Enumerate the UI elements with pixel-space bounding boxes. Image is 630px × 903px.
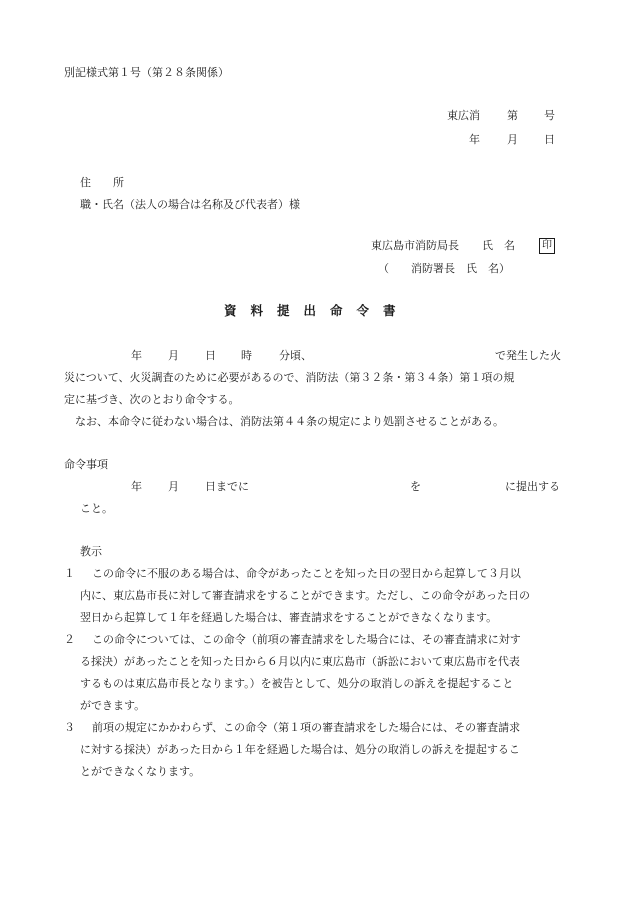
doc-date-day: 日 [544, 133, 555, 146]
recipient-name-label: 職・氏名（法人の場合は名称及び代表者）様 [80, 198, 300, 211]
doc-date-month: 月 [507, 133, 518, 146]
instruction-line: 内に、東広島市長に対して審査請求をすることができます。ただし、この命令があった日の [80, 589, 531, 602]
instruction-num: １ [64, 567, 75, 580]
instruction-heading: 教示 [80, 545, 102, 558]
body-line-3: 定に基づき、次のとおり命令する。 [64, 393, 240, 406]
form-label: 別記様式第１号（第２８条関係） [64, 66, 229, 79]
order-heading: 命令事項 [64, 458, 108, 471]
doc-number-go: 号 [544, 109, 555, 122]
instruction-line: に対する採決）があった日から１年を経過した場合は、処分の取消しの訴えを提起するこ [80, 743, 520, 756]
body-minute: 分頃、 [279, 349, 312, 362]
body-occurred: で発生した火 [495, 349, 561, 362]
order-cont: こと。 [80, 502, 113, 515]
body-line-2: 災について、火災調査のために必要があるので、消防法（第３２条・第３４条）第１項の規 [64, 371, 515, 384]
body-day: 日 [205, 349, 216, 362]
instruction-num: ２ [64, 633, 75, 646]
instruction-line: 翌日から起算して１年を経過した場合は、審査請求をすることができなくなります。 [80, 611, 498, 624]
body-line-4: なお、本命令に従わない場合は、消防法第４４条の規定により処罰させることがある。 [64, 415, 504, 428]
order-year: 年 [131, 480, 142, 493]
order-wo: を [410, 480, 421, 493]
doc-number-office: 東広消 [447, 109, 480, 122]
doc-number-dai: 第 [507, 109, 518, 122]
instruction-line: するものは東広島市長となります。）を被告として、処分の取消しの訴えを提起すること [80, 677, 514, 690]
body-hour: 時 [241, 349, 252, 362]
recipient-address-label: 住 所 [80, 176, 124, 189]
instruction-line: とができなくなります。 [80, 765, 201, 778]
instruction-line: る採決）があったことを知った日から６月以内に東広島市（訴訟において東広島市を代表 [80, 655, 520, 668]
body-month: 月 [168, 349, 179, 362]
seal-mark: 印 [539, 238, 555, 254]
order-month: 月 [168, 480, 179, 493]
issuer-chief-title: 東広島市消防局長 [371, 239, 459, 252]
order-submit: に提出する [505, 480, 560, 493]
document-title: 資料提出命令書 [224, 303, 410, 318]
instruction-line: この命令に不服のある場合は、命令があったことを知った日の翌日から起算して３月以 [92, 567, 521, 580]
doc-date-year: 年 [469, 133, 480, 146]
issuer-station-line: （ 消防署長 氏 名） [378, 262, 510, 275]
instruction-line: ができます。 [80, 699, 146, 712]
order-deadline: 日までに [205, 480, 249, 493]
issuer-chief-name-label: 氏 名 [482, 239, 515, 252]
body-year: 年 [131, 349, 142, 362]
instruction-line: 前項の規定にかかわらず、この命令（第１項の審査請求をした場合には、その審査請求 [92, 721, 521, 734]
instruction-line: この命令については、この命令（前項の審査請求をした場合には、その審査請求に対す [92, 633, 521, 646]
instruction-num: ３ [64, 721, 75, 734]
